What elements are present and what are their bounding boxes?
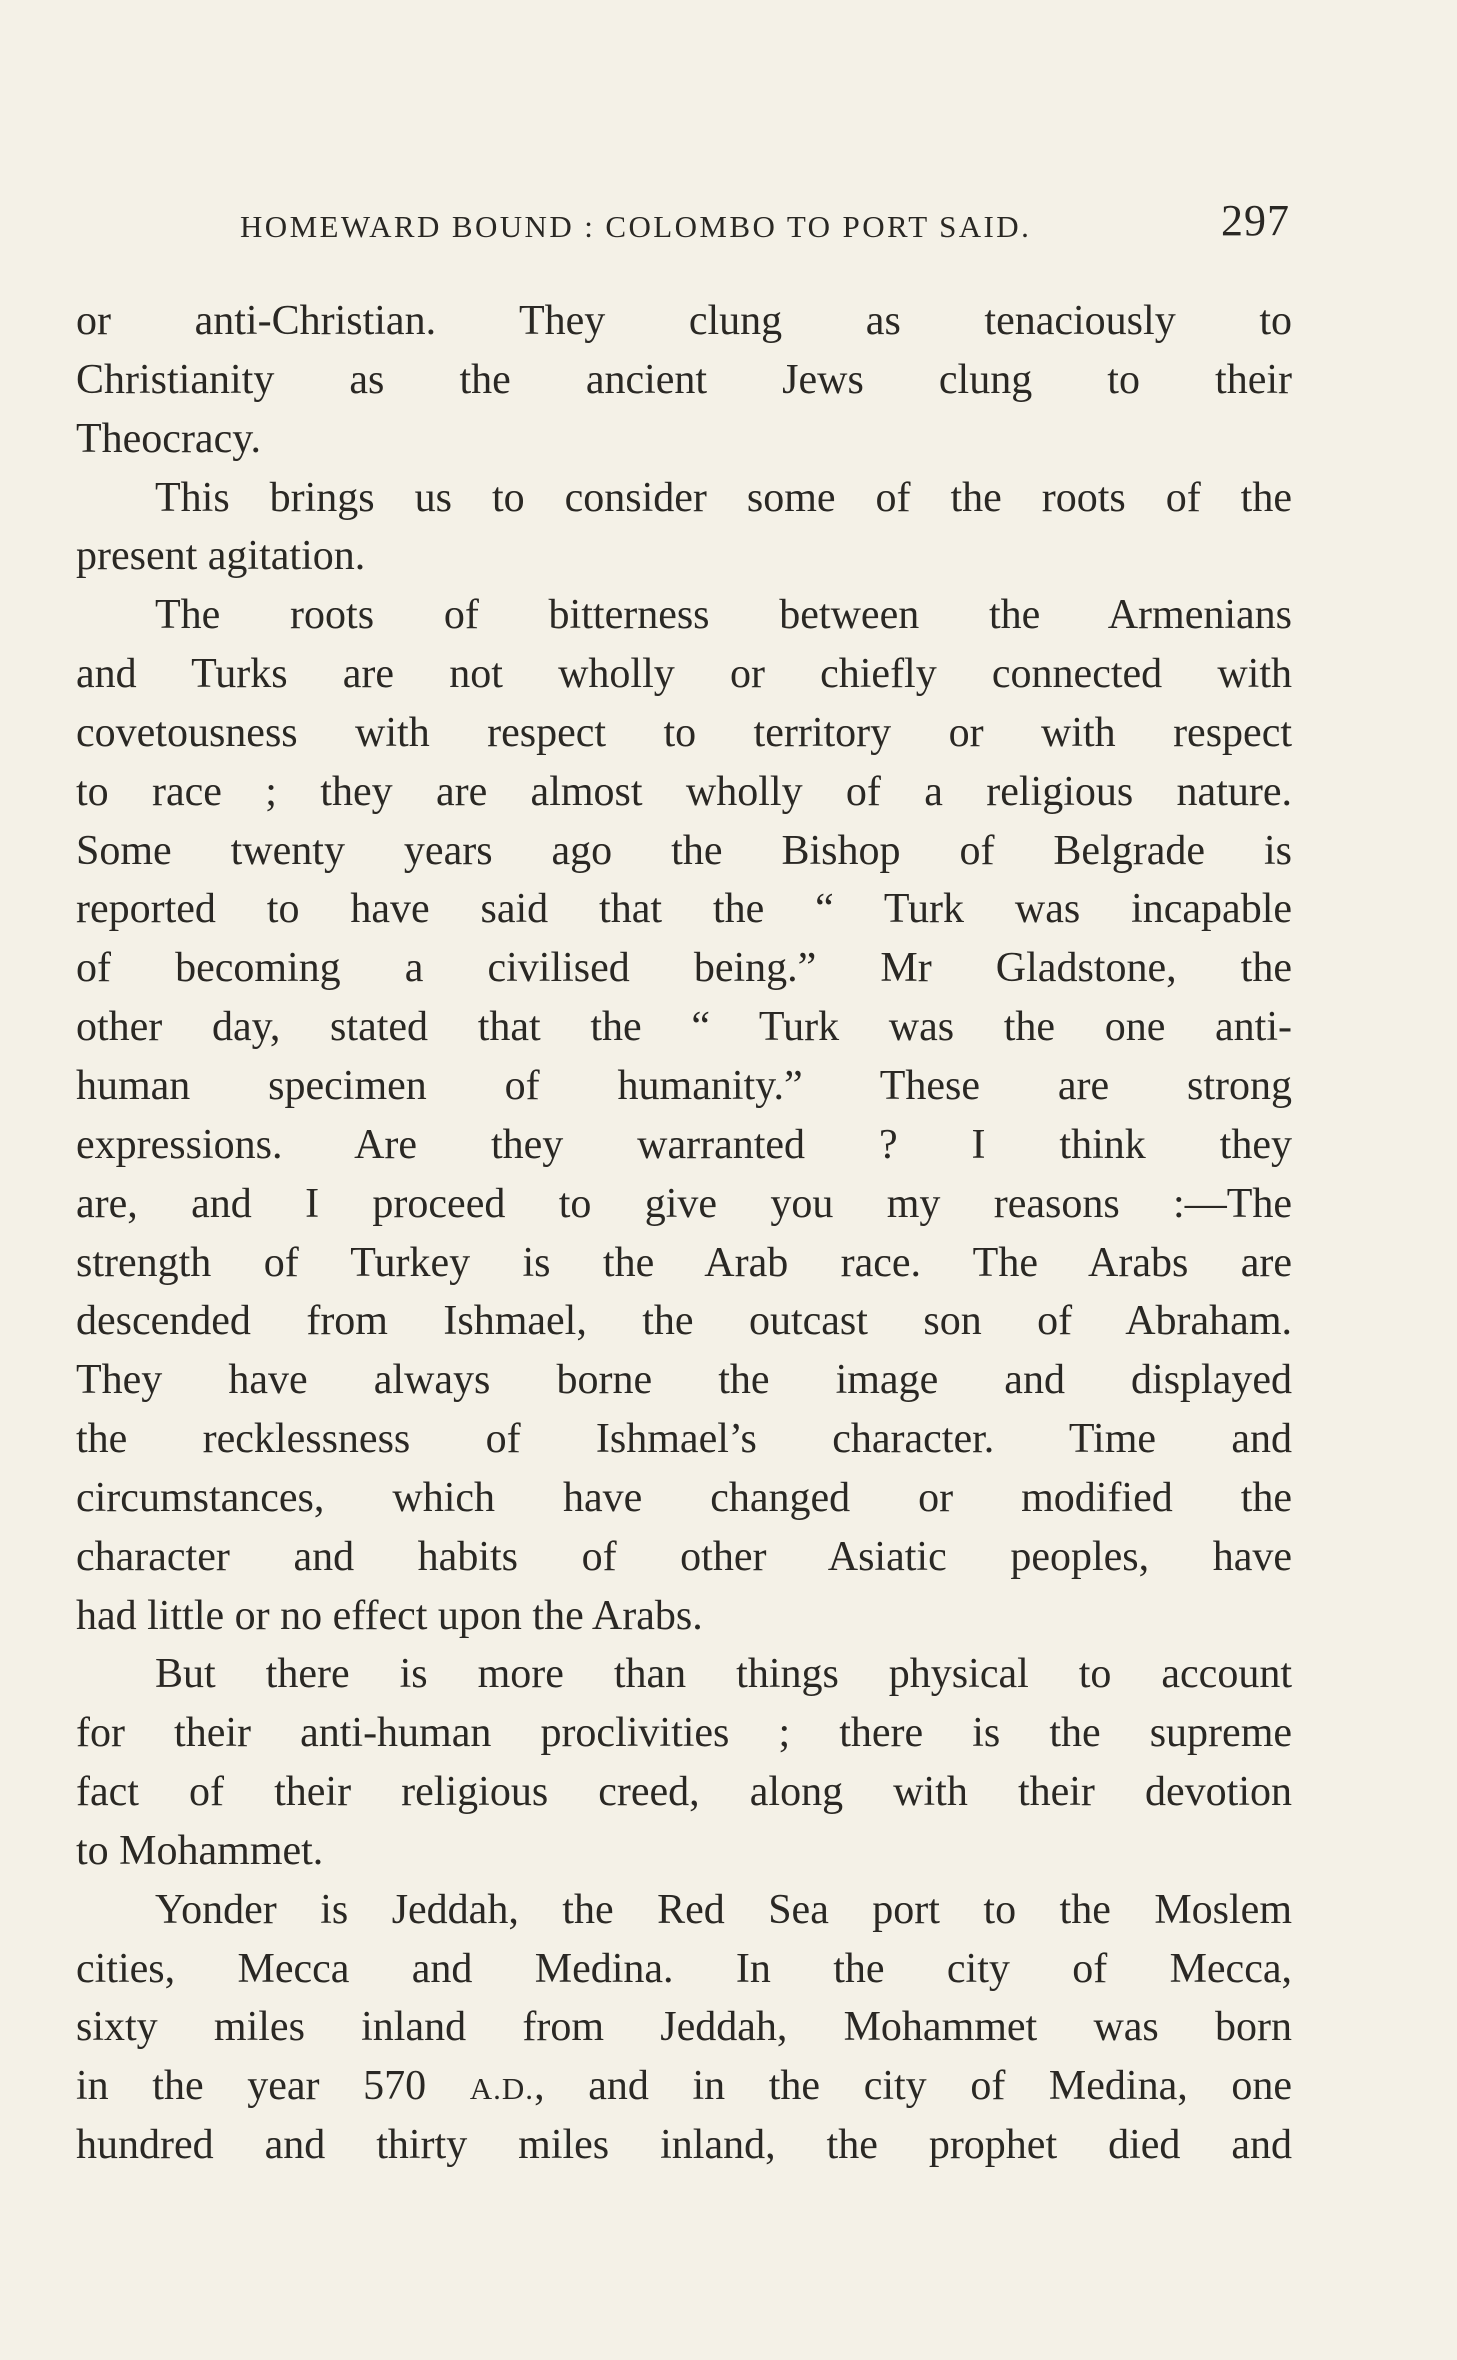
text-line: human specimen of humanity.” These are strong	[76, 1062, 1292, 1109]
text-line	[76, 2057, 1292, 2116]
text-line: sixty miles inland from Jeddah, Mohammet was born	[76, 2004, 1292, 2051]
text-line: the recklessness of Ishmael’s character. Time and	[76, 1416, 1292, 1463]
text-line: Some twenty years ago the Bishop of Belgrade is	[76, 827, 1292, 874]
page-header	[76, 195, 1292, 255]
text-line: Christianity as the ancient Jews clung to their	[76, 356, 1292, 403]
text-line: or anti-Christian. They clung as tenaciously to	[76, 298, 1292, 344]
text-line: expressions. Are they warranted ? I think they	[76, 1121, 1292, 1168]
text-line: present agitation.	[76, 533, 366, 580]
text-line: cities, Mecca and Medina. In the city of Mecca,	[76, 1945, 1292, 1992]
text-line: descended from Ishmael, the outcast son of Abraham.	[76, 1298, 1292, 1345]
text-line: had little or no effect upon the Arabs.	[76, 1592, 703, 1639]
line-text: in the year 570	[76, 2063, 470, 2110]
text-line: character and habits of other Asiatic peoples, have	[76, 1533, 1292, 1580]
body-text	[76, 292, 1292, 2175]
page-number: 297	[1221, 196, 1290, 245]
text-line: reported to have said that the “ Turk was incapable	[76, 886, 1292, 933]
text-line: and Turks are not wholly or chiefly connected with	[76, 651, 1292, 698]
text-line: Yonder is Jeddah, the Red Sea port to the Moslem	[155, 1886, 1292, 1933]
line-text: , and in the city of Medina, one	[534, 2063, 1293, 2110]
text-line: circumstances, which have changed or modified the	[76, 1474, 1292, 1521]
text-line: are, and I proceed to give you my reasons :—The	[76, 1180, 1292, 1227]
text-line: to race ; they are almost wholly of a religious nature.	[76, 768, 1292, 815]
text-line: of becoming a civilised being.” Mr Gladstone, the	[76, 945, 1292, 992]
text-line: The roots of bitterness between the Armenians	[155, 592, 1292, 639]
text-line: strength of Turkey is the Arab race. The Arabs are	[76, 1239, 1292, 1286]
text-line: Theocracy.	[76, 415, 261, 462]
text-line: This brings us to consider some of the roots of the	[155, 474, 1292, 521]
text-line: They have always borne the image and displayed	[76, 1357, 1292, 1404]
text-line: to Mohammet.	[76, 1827, 324, 1874]
text-line: hundred and thirty miles inland, the prophet died and	[76, 2122, 1292, 2169]
text-line: covetousness with respect to territory or with respect	[76, 709, 1292, 756]
text-line: fact of their religious creed, along with their devotion	[76, 1769, 1292, 1816]
running-head: HOMEWARD BOUND : COLOMBO TO PORT SAID.	[240, 209, 1032, 244]
text-line: But there is more than things physical to account	[155, 1651, 1292, 1698]
text-line: other day, stated that the “ Turk was the one anti-	[76, 1004, 1292, 1051]
text-line: for their anti-human proclivities ; there is the supreme	[76, 1710, 1292, 1757]
era-abbreviation: A.D.	[469, 2071, 535, 2107]
